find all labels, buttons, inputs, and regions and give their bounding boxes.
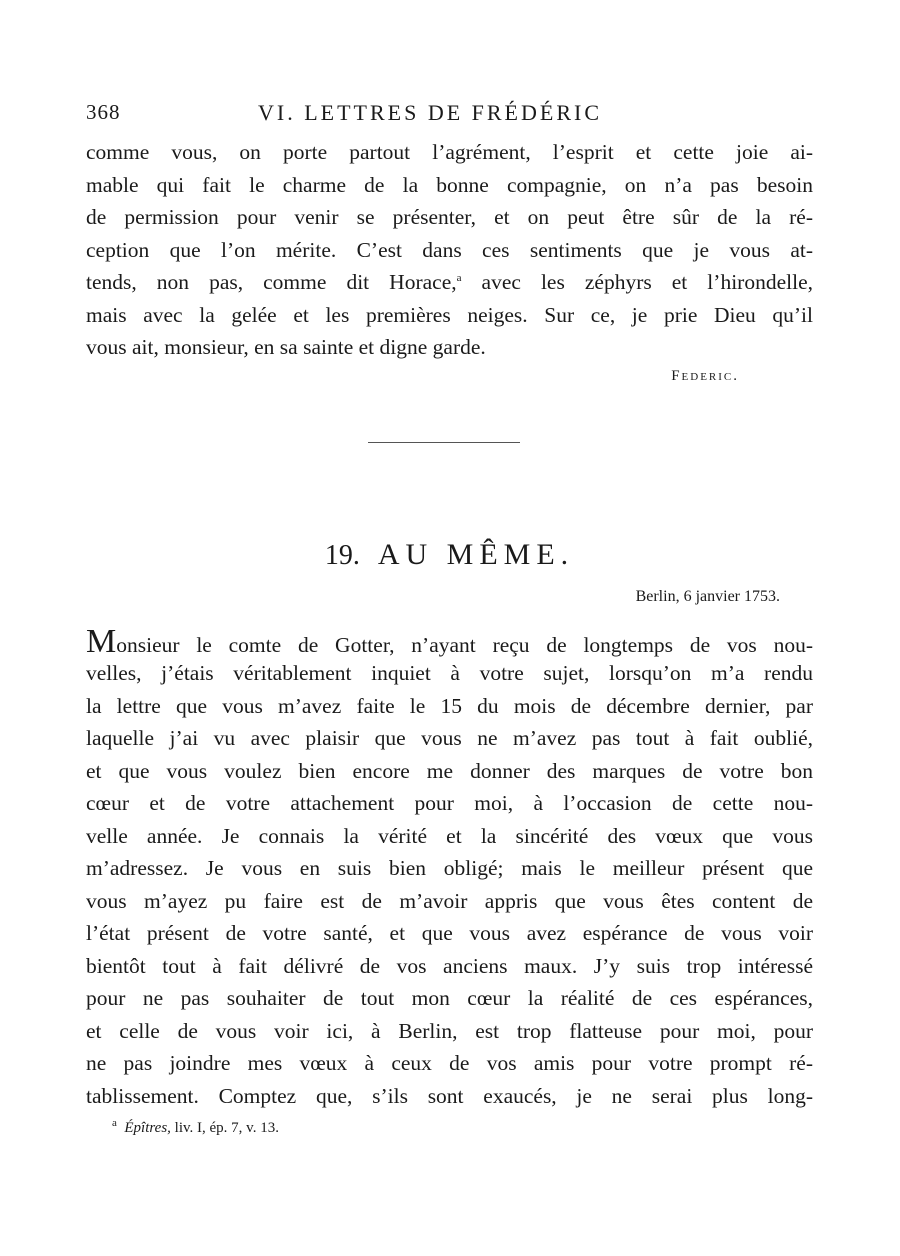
text-segment: tends, non pas, comme dit Horace, (86, 270, 457, 294)
footnote (86, 1117, 813, 1137)
text-line: velle année. Je connais la vérité et la sincérité des vœux que vous (86, 823, 813, 848)
text-line: mable qui fait le charme de la bonne compagnie, on n’a pas besoin (86, 172, 813, 197)
text-line: bientôt tout à fait délivré de vos anciens maux. J’y suis trop intéressé (86, 953, 813, 978)
letter-19-body (86, 622, 813, 1113)
running-title: VI. LETTRES DE FRÉDÉRIC (258, 100, 602, 125)
text-line: ne pas joindre mes vœux à ceux de vos amis pour votre prompt ré- (86, 1051, 813, 1075)
text-line: de permission pour venir se présenter, et on peut être sûr de la ré- (86, 205, 813, 229)
text-line (86, 622, 813, 660)
text-line: m’adressez. Je vous en suis bien obligé; mais le meilleur présent que (86, 856, 813, 880)
section-divider (368, 442, 520, 443)
dateline: Berlin, 6 janvier 1753. (635, 587, 780, 605)
footnote-work-title: Épîtres, (124, 1120, 171, 1136)
text-line: pour ne pas souhaiter de tout mon cœur la réalité de ces espérances, (86, 986, 813, 1010)
text-line (86, 266, 813, 299)
running-head (86, 96, 813, 136)
text-line: velles, j’étais véritablement inquiet à votre sujet, lorsqu’on m’a rendu (86, 661, 813, 685)
text-line: cœur et de votre attachement pour moi, à l’occasion de cette nou- (86, 791, 813, 815)
text-line: l’état présent de votre santé, et que vous avez espérance de vous voir (86, 921, 813, 945)
footnote-marker: a (112, 1117, 117, 1129)
letter-heading (86, 533, 813, 577)
signature: Federic. (671, 367, 739, 384)
text-line: tablissement. Comptez que, s’ils sont exaucés, je ne serai plus long- (86, 1083, 813, 1108)
letter-number: 19. (324, 539, 360, 571)
text-line: ception que l’on mérite. C’est dans ces sentiments que je vous at- (86, 237, 813, 262)
text-line: et celle de vous voir ici, à Berlin, est trop flatteuse pour moi, pour (86, 1018, 813, 1043)
text-line: et que vous voulez bien encore me donner des marques de votre bon (86, 758, 813, 783)
text-segment: onsieur le comte de Gotter, n’ayant reçu de longtemps de vos nou- (116, 632, 813, 657)
text-line: vous ait, monsieur, en sa sainte et digne garde. (86, 335, 486, 359)
letter-title: AU MÊME. (377, 537, 575, 571)
text-line: comme vous, on porte partout l’agrément, l’esprit et cette joie ai- (86, 140, 813, 164)
footnote-reference[interactable]: a (456, 271, 462, 284)
book-page (86, 96, 813, 1137)
letter-18-continuation (86, 136, 813, 385)
text-line: mais avec la gelée et les premières neiges. Sur ce, je prie Dieu qu’il (86, 302, 813, 327)
drop-cap: M (86, 622, 117, 660)
page-number: 368 (86, 100, 121, 124)
text-line: laquelle j’ai vu avec plaisir que vous ne m’avez pas tout à fait oublié, (86, 726, 813, 750)
text-line: vous m’ayez pu faire est de m’avoir appris que vous êtes content de (86, 888, 813, 913)
text-segment: avec les zéphyrs et l’hirondelle, (461, 270, 813, 294)
footnote-citation: liv. I, ép. 7, v. 13. (170, 1120, 279, 1136)
text-line: la lettre que vous m’avez faite le 15 du mois de décembre dernier, par (86, 693, 813, 718)
